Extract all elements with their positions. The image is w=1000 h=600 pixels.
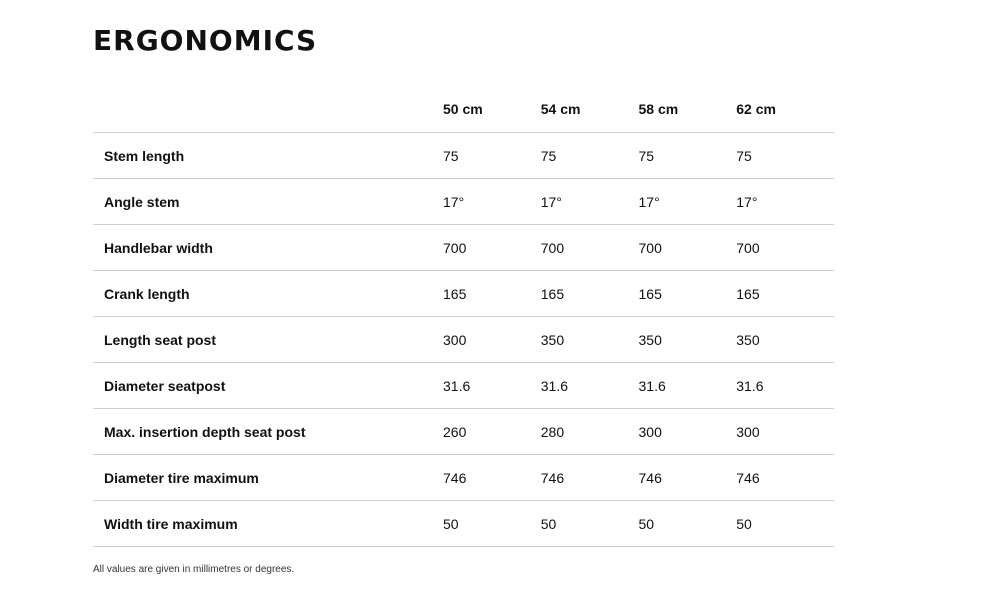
- row-label: Length seat post: [93, 317, 443, 363]
- row-label: Width tire maximum: [93, 501, 443, 547]
- row-label: Handlebar width: [93, 225, 443, 271]
- cell-value: 165: [736, 271, 834, 317]
- row-label: Max. insertion depth seat post: [93, 409, 443, 455]
- cell-value: 350: [541, 317, 639, 363]
- table-row: [93, 409, 834, 455]
- cell-value: 17°: [541, 179, 639, 225]
- cell-value: 50: [639, 501, 737, 547]
- cell-value: 50: [541, 501, 639, 547]
- cell-value: 165: [541, 271, 639, 317]
- column-header-58cm: 58 cm: [639, 86, 737, 133]
- cell-value: 700: [443, 225, 541, 271]
- cell-value: 700: [736, 225, 834, 271]
- cell-value: 75: [443, 133, 541, 179]
- cell-value: 280: [541, 409, 639, 455]
- column-header-62cm: 62 cm: [736, 86, 834, 133]
- cell-value: 50: [443, 501, 541, 547]
- cell-value: 350: [736, 317, 834, 363]
- cell-value: 75: [639, 133, 737, 179]
- cell-value: 31.6: [736, 363, 834, 409]
- cell-value: 746: [443, 455, 541, 501]
- cell-value: 165: [443, 271, 541, 317]
- column-header-50cm: 50 cm: [443, 86, 541, 133]
- table-body: [93, 133, 834, 547]
- cell-value: 746: [639, 455, 737, 501]
- table-footnote: All values are given in millimetres or degrees.: [93, 564, 295, 575]
- cell-value: 300: [736, 409, 834, 455]
- cell-value: 17°: [639, 179, 737, 225]
- cell-value: 75: [736, 133, 834, 179]
- cell-value: 300: [639, 409, 737, 455]
- row-label: Diameter tire maximum: [93, 455, 443, 501]
- cell-value: 50: [736, 501, 834, 547]
- row-label: Stem length: [93, 133, 443, 179]
- row-label: Angle stem: [93, 179, 443, 225]
- page-title: ERGONOMICS: [93, 24, 318, 57]
- cell-value: 700: [541, 225, 639, 271]
- ergonomics-table: [93, 86, 834, 547]
- cell-value: 700: [639, 225, 737, 271]
- table-row: [93, 455, 834, 501]
- cell-value: 260: [443, 409, 541, 455]
- table-row: [93, 317, 834, 363]
- cell-value: 746: [541, 455, 639, 501]
- cell-value: 31.6: [541, 363, 639, 409]
- cell-value: 75: [541, 133, 639, 179]
- cell-value: 17°: [736, 179, 834, 225]
- row-label: Crank length: [93, 271, 443, 317]
- cell-value: 300: [443, 317, 541, 363]
- ergonomics-table-container: [93, 86, 824, 547]
- cell-value: 31.6: [639, 363, 737, 409]
- table-row: [93, 179, 834, 225]
- table-header-row: [93, 86, 834, 133]
- column-header-54cm: 54 cm: [541, 86, 639, 133]
- table-row: [93, 225, 834, 271]
- table-row: [93, 501, 834, 547]
- table-row: [93, 363, 834, 409]
- cell-value: 17°: [443, 179, 541, 225]
- cell-value: 350: [639, 317, 737, 363]
- column-header-label: [93, 86, 443, 133]
- table-row: [93, 271, 834, 317]
- table-row: [93, 133, 834, 179]
- cell-value: 165: [639, 271, 737, 317]
- cell-value: 31.6: [443, 363, 541, 409]
- cell-value: 746: [736, 455, 834, 501]
- row-label: Diameter seatpost: [93, 363, 443, 409]
